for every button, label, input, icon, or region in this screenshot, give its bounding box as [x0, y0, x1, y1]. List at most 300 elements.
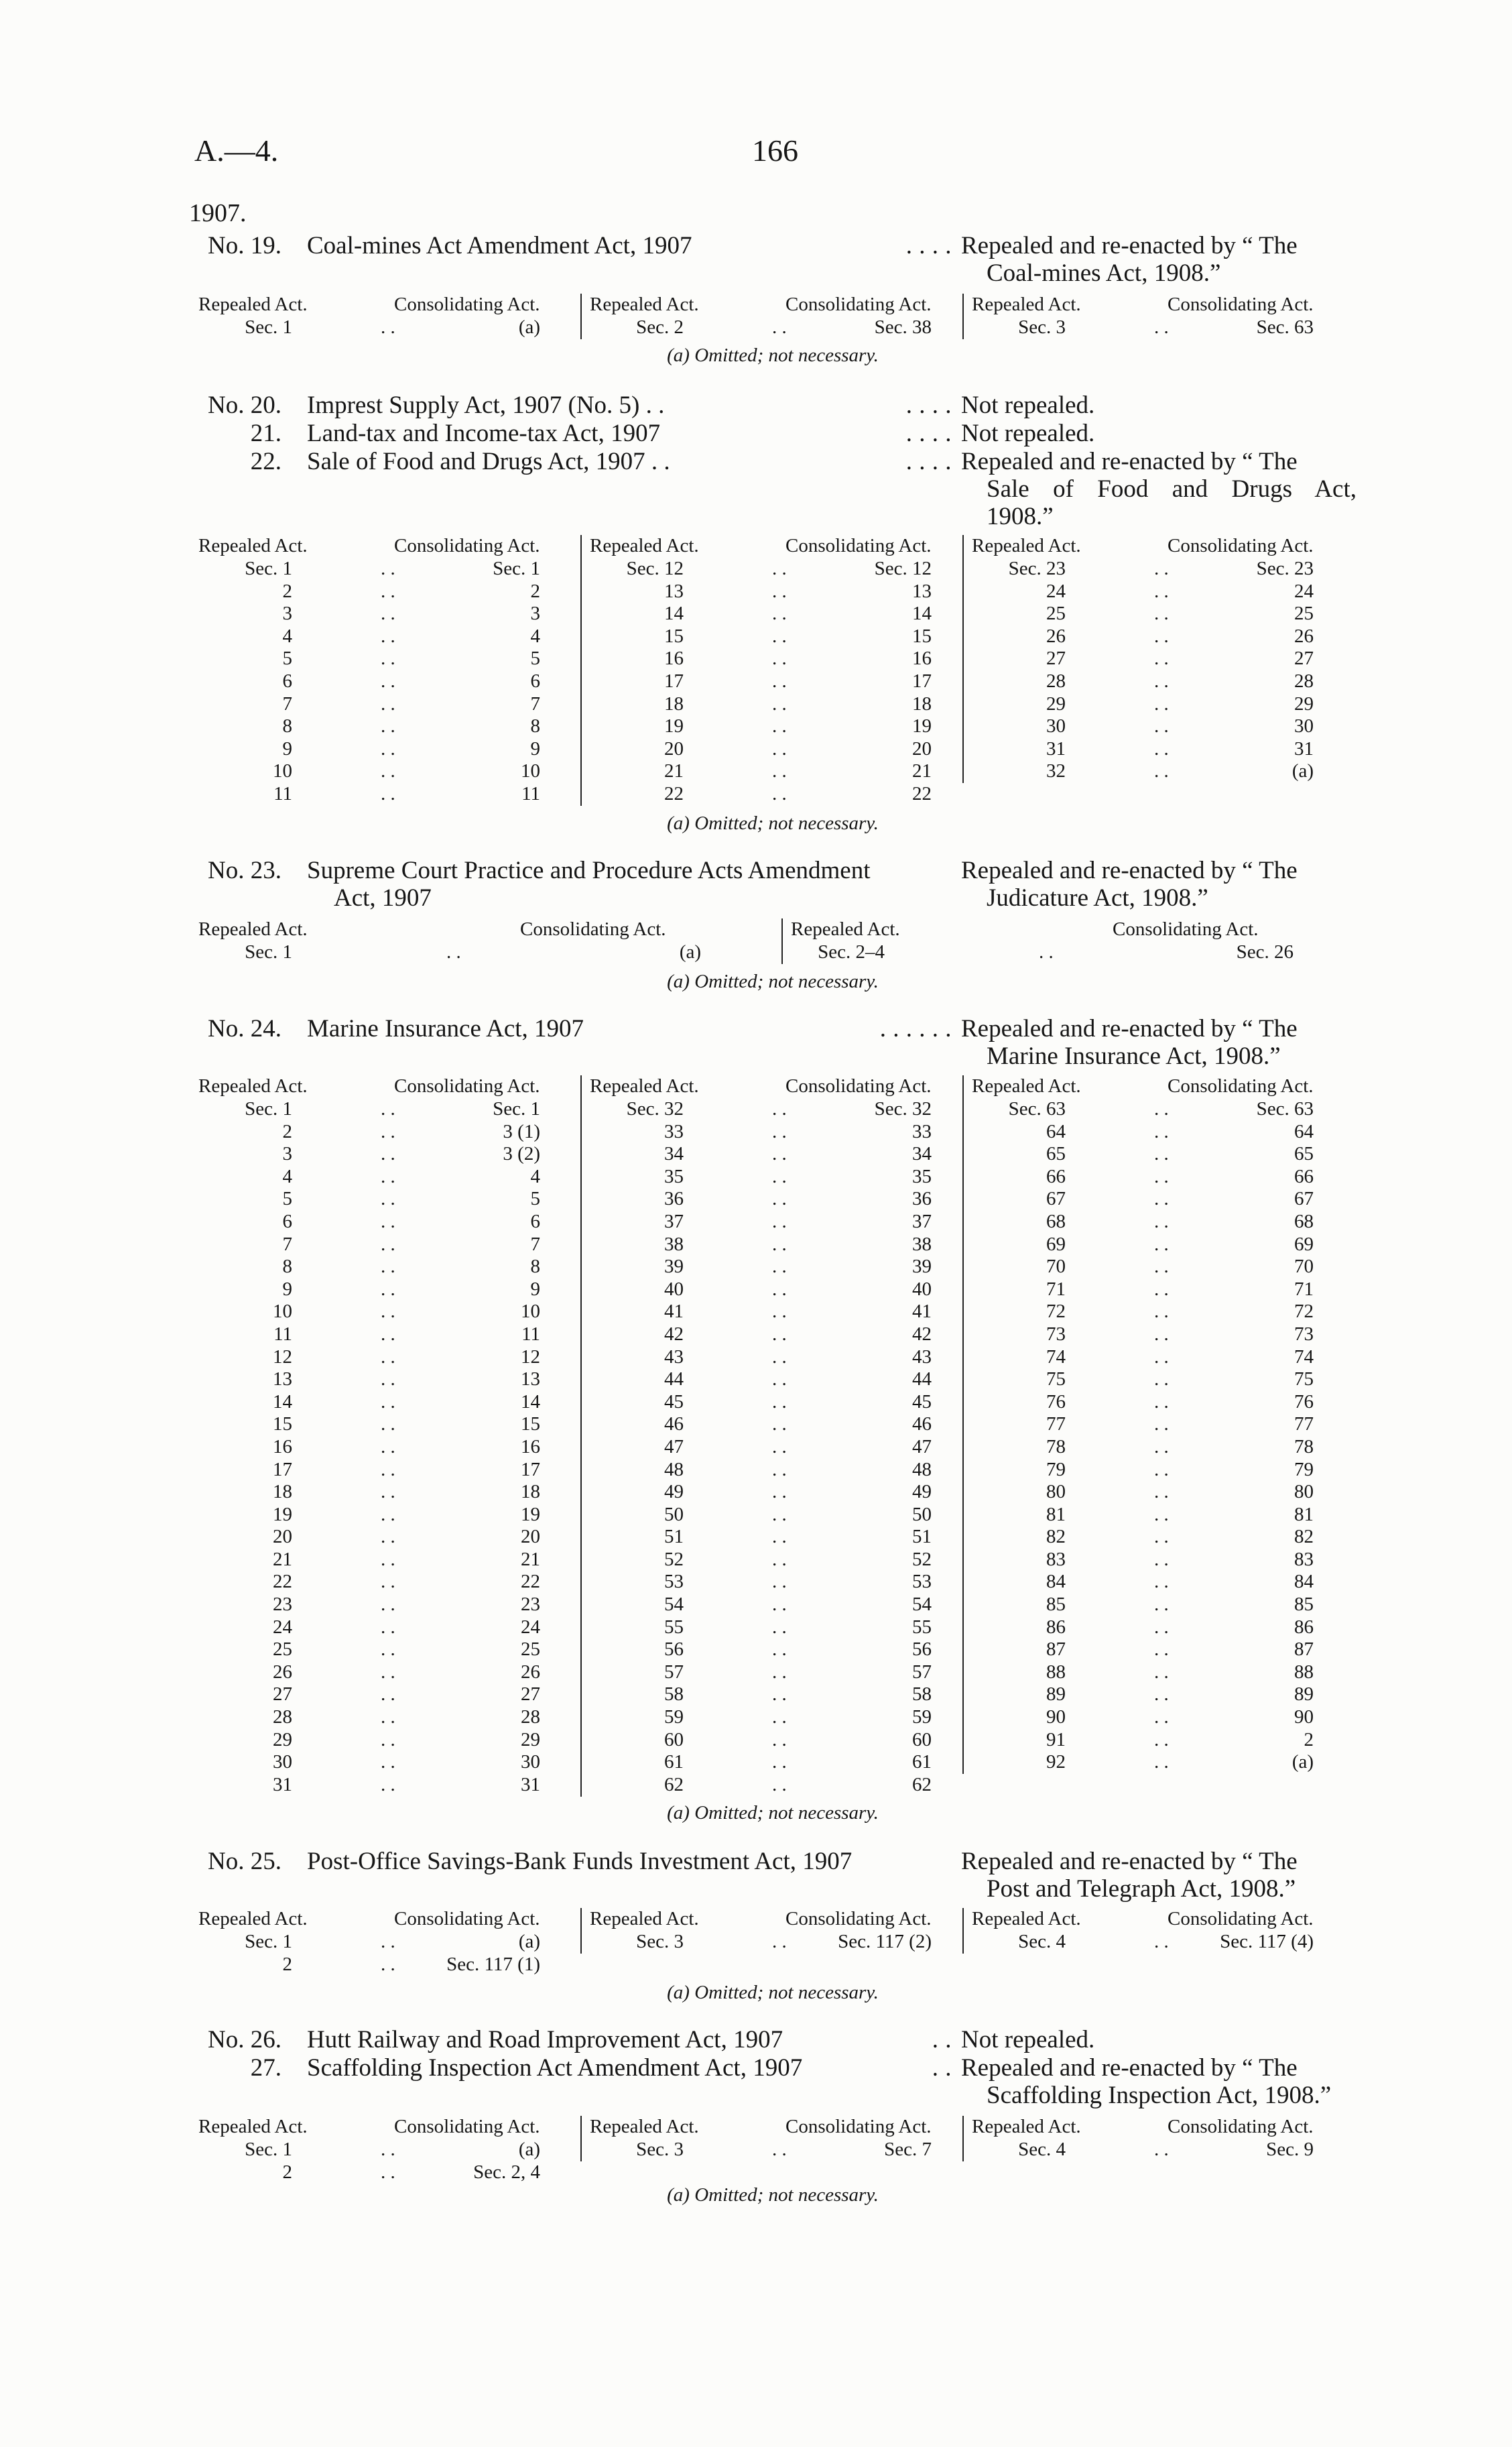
table-row	[582, 1121, 957, 1144]
leader-dots: . .	[772, 603, 787, 625]
leader-dots: . .	[1154, 1390, 1169, 1413]
leader-dots: . .	[381, 1458, 395, 1480]
repealed-section: 2	[282, 2161, 292, 2183]
table-row	[198, 1211, 574, 1234]
table-row	[198, 1234, 574, 1256]
consolidating-section: 40	[912, 1278, 932, 1300]
consolidating-act-header: Consolidating Act.	[520, 918, 666, 940]
table-row	[198, 316, 574, 339]
repealed-section: 20	[664, 737, 684, 760]
consolidating-section: 90	[1294, 1706, 1314, 1728]
repealed-act-header: Repealed Act.	[972, 535, 1081, 556]
repealed-section: 26	[1046, 625, 1066, 647]
table-row	[198, 1436, 574, 1459]
consolidating-section: (a)	[518, 316, 540, 338]
consolidating-section: 13	[912, 580, 932, 602]
consolidating-section: 80	[1294, 1481, 1314, 1503]
table-row	[582, 1549, 957, 1571]
leader-dots: . .	[772, 782, 787, 804]
table-row	[198, 603, 574, 625]
leader-dots: . .	[772, 1661, 787, 1683]
consolidating-act-header: Consolidating Act.	[1168, 1075, 1314, 1097]
consolidating-section: 8	[530, 715, 540, 737]
consolidating-section: 47	[912, 1435, 932, 1457]
consolidating-section: 59	[912, 1706, 932, 1728]
leader-dots: . .	[1154, 580, 1169, 602]
consolidating-section: 16	[912, 648, 932, 670]
table-row	[582, 1931, 957, 1954]
consolidating-section: 6	[530, 1210, 540, 1232]
leader-dots: . .	[1154, 737, 1169, 760]
repealed-section: 51	[664, 1526, 684, 1548]
consolidating-section: 28	[1294, 670, 1314, 692]
repealed-section: 53	[664, 1571, 684, 1593]
table-column-group	[580, 294, 957, 339]
table-row	[582, 1413, 957, 1436]
consolidating-section: 23	[521, 1594, 540, 1616]
repealed-section: 3	[282, 1143, 292, 1165]
repealed-section: Sec. 1	[245, 558, 292, 579]
table-column-group	[198, 535, 574, 806]
leader-dots: . .	[772, 715, 787, 737]
table-row	[582, 558, 957, 581]
act-status: Repealed and re-enacted by “ The Marine Insurance Act, 1908.”	[961, 1015, 1298, 1070]
table-row	[198, 2161, 574, 2184]
table-row	[964, 1931, 1339, 1954]
leader-dots: . .	[381, 1571, 395, 1593]
repealed-section: 62	[664, 1773, 684, 1795]
table-row	[582, 1504, 957, 1527]
consolidating-section: 31	[1294, 737, 1314, 760]
repealed-section: 27	[273, 1683, 292, 1706]
consolidating-section: 56	[912, 1638, 932, 1661]
repealed-section: 59	[664, 1706, 684, 1728]
table-row	[198, 1278, 574, 1301]
repealed-section: 25	[1046, 603, 1066, 625]
table-row	[198, 1256, 574, 1278]
leader-dots: . .	[381, 1413, 395, 1435]
consolidating-section: 17	[521, 1458, 540, 1480]
repealed-section: 9	[282, 1278, 292, 1300]
consolidating-section: 67	[1294, 1188, 1314, 1210]
table-row	[582, 1706, 957, 1729]
entry-number: 27.	[250, 2054, 281, 2082]
consolidating-section: 89	[1294, 1683, 1314, 1706]
repealed-section: 84	[1046, 1571, 1066, 1593]
consolidating-section: 85	[1294, 1594, 1314, 1616]
act-status: Repealed and re-enacted by “ The Sale of Food and Drugs Act, 1908.”	[961, 448, 1357, 530]
consolidating-section: 4	[530, 625, 540, 647]
consolidating-section: Sec. 26	[1236, 941, 1294, 963]
repealed-section: 2	[282, 580, 292, 602]
consolidating-section: 8	[530, 1256, 540, 1278]
repealed-section: 16	[664, 648, 684, 670]
consolidating-section: Sec. 32	[874, 1098, 932, 1120]
leader-dots: . .	[381, 1638, 395, 1661]
table-row	[582, 1459, 957, 1482]
act-title: Coal-mines Act Amendment Act, 1907	[307, 232, 692, 259]
leader-dots: . .	[1154, 648, 1169, 670]
leader-dots: . .	[1154, 1165, 1169, 1187]
repealed-act-header: Repealed Act.	[198, 918, 308, 940]
table-row	[198, 1549, 574, 1571]
repealed-section: 87	[1046, 1638, 1066, 1661]
leader-dots: . .	[772, 2139, 787, 2160]
repealed-section: 67	[1046, 1188, 1066, 1210]
table-row	[964, 1436, 1339, 1459]
leader-dots: . .	[1154, 1120, 1169, 1142]
consolidating-section: 21	[521, 1548, 540, 1570]
consolidating-section: 19	[521, 1503, 540, 1525]
repealed-section: 90	[1046, 1706, 1066, 1728]
repealed-section: Sec. 32	[626, 1098, 684, 1120]
repealed-section: 28	[273, 1706, 292, 1728]
leader-dots: . .	[381, 1548, 395, 1570]
consolidating-section: 24	[521, 1616, 540, 1638]
table-row	[198, 1594, 574, 1616]
table-row	[964, 1661, 1339, 1684]
consolidating-section: 60	[912, 1728, 932, 1750]
consolidating-section: 83	[1294, 1548, 1314, 1570]
leader-dots: . .	[1154, 1435, 1169, 1457]
repealed-section: 2	[282, 1120, 292, 1142]
consolidating-act-header: Consolidating Act.	[1168, 2116, 1314, 2137]
leader-dots: . .	[772, 1413, 787, 1435]
leader-dots: . .	[381, 1773, 395, 1795]
table-row	[582, 1278, 957, 1301]
repealed-act-header: Repealed Act.	[972, 2116, 1081, 2137]
consolidating-section: Sec. 1	[493, 558, 540, 579]
omitted-note: (a) Omitted; not necessary.	[667, 1982, 879, 2003]
table-row	[198, 1683, 574, 1706]
repealed-section: 80	[1046, 1481, 1066, 1503]
consolidating-section: 44	[912, 1368, 932, 1390]
repealed-section: 24	[273, 1616, 292, 1638]
table-row	[582, 1234, 957, 1256]
repealed-section: 54	[664, 1594, 684, 1616]
table-row	[582, 1188, 957, 1211]
table-row	[198, 1751, 574, 1774]
repealed-section: 30	[1046, 715, 1066, 737]
leader-dots: . .	[1154, 316, 1169, 338]
table-row	[964, 1459, 1339, 1482]
repealed-section: 18	[664, 693, 684, 715]
consolidating-section: 7	[530, 1233, 540, 1255]
table-row	[198, 1098, 574, 1121]
table-column-group	[962, 2116, 1339, 2161]
table-row	[198, 1323, 574, 1346]
leader-dots: . .	[381, 1143, 395, 1165]
repealed-section: 10	[273, 1301, 292, 1323]
consolidating-act-header: Consolidating Act.	[394, 535, 540, 556]
repealed-section: 89	[1046, 1683, 1066, 1706]
omitted-note: (a) Omitted; not necessary.	[667, 813, 879, 834]
leader-dots: . .	[381, 1616, 395, 1638]
act-title: Scaffolding Inspection Act Amendment Act, 1907	[307, 2054, 803, 2082]
consolidating-section: 6	[530, 670, 540, 692]
repealed-section: 52	[664, 1548, 684, 1570]
repealed-section: 29	[273, 1728, 292, 1750]
table-row	[964, 1368, 1339, 1391]
leader-dots: . .	[381, 1526, 395, 1548]
repealed-section: 73	[1046, 1323, 1066, 1345]
table-row	[964, 1616, 1339, 1639]
consolidating-section: 34	[912, 1143, 932, 1165]
leader-dots: . .	[1154, 1616, 1169, 1638]
table-row	[783, 941, 1359, 964]
repealed-section: 64	[1046, 1120, 1066, 1142]
repealed-section: 85	[1046, 1594, 1066, 1616]
table-row	[964, 1391, 1339, 1414]
consolidating-section: 58	[912, 1683, 932, 1706]
consolidating-section: 11	[521, 1323, 540, 1345]
table-row	[582, 1211, 957, 1234]
consolidating-section: (a)	[1292, 760, 1314, 782]
table-column-group	[781, 918, 1359, 964]
consolidating-section: 45	[912, 1390, 932, 1413]
repealed-section: 19	[273, 1503, 292, 1525]
consolidating-section: 29	[1294, 693, 1314, 715]
consolidating-section: Sec. 63	[1256, 316, 1314, 338]
leader-dots: . .	[1154, 1301, 1169, 1323]
repealed-section: 16	[273, 1435, 292, 1457]
consolidating-section: 28	[521, 1706, 540, 1728]
table-row	[964, 316, 1339, 339]
repealed-section: 11	[273, 782, 292, 804]
table-row	[582, 670, 957, 693]
leader-dots: . .	[1154, 693, 1169, 715]
leader-dots: . .	[1154, 625, 1169, 647]
table-row	[964, 1594, 1339, 1616]
repealed-section: 4	[282, 1165, 292, 1187]
leader-dots: . .	[1154, 603, 1169, 625]
table-row	[582, 1594, 957, 1616]
leader-dots: . .	[1154, 1548, 1169, 1570]
consolidating-act-header: Consolidating Act.	[1113, 918, 1259, 940]
consolidating-section: 42	[912, 1323, 932, 1345]
leader-dots: . .	[772, 737, 787, 760]
repealed-act-header: Repealed Act.	[198, 1908, 308, 1929]
leader-dots: . .	[381, 1503, 395, 1525]
table-row	[198, 1526, 574, 1549]
repealed-section: 29	[1046, 693, 1066, 715]
repealed-section: 6	[282, 1210, 292, 1232]
table-row	[582, 1661, 957, 1684]
consolidating-section: 16	[521, 1435, 540, 1457]
consolidating-section: 4	[530, 1165, 540, 1187]
consolidating-section: 10	[521, 1301, 540, 1323]
leader-dots: . .	[772, 1210, 787, 1232]
leader-dots: . .	[1154, 1683, 1169, 1706]
consolidating-section: 5	[530, 648, 540, 670]
table-row	[582, 316, 957, 339]
repealed-act-header: Repealed Act.	[198, 535, 308, 556]
consolidating-act-header: Consolidating Act.	[785, 1075, 932, 1097]
consolidating-section: (a)	[679, 941, 701, 963]
leader-dots: . .	[381, 1661, 395, 1683]
table-row	[964, 693, 1339, 716]
consolidating-section: 88	[1294, 1661, 1314, 1683]
leader-dots: . .	[1154, 1368, 1169, 1390]
table-row	[964, 1413, 1339, 1436]
leader-dots: . .	[1154, 1346, 1169, 1368]
entry-number: No. 26.	[208, 2026, 281, 2053]
table-row	[964, 625, 1339, 648]
repealed-act-header: Repealed Act.	[198, 2116, 308, 2137]
repealed-section: Sec. 1	[245, 2139, 292, 2160]
act-status: Repealed and re-enacted by “ The Scaffolding Inspection Act, 1908.”	[961, 2054, 1332, 2109]
consolidating-act-header: Consolidating Act.	[394, 1908, 540, 1929]
consolidating-section: (a)	[518, 1931, 540, 1952]
leader-dots: . .	[1154, 1278, 1169, 1300]
table-row	[198, 581, 574, 603]
consolidating-section: 78	[1294, 1435, 1314, 1457]
repealed-act-header: Repealed Act.	[590, 1908, 699, 1929]
leader-dots: . .	[772, 1481, 787, 1503]
repealed-section: 17	[664, 670, 684, 692]
leader-dots: . .	[1154, 2139, 1169, 2160]
repealed-section: 18	[273, 1481, 292, 1503]
consolidating-section: 21	[912, 760, 932, 782]
leader-dots: . . . .	[905, 232, 952, 259]
table-column-group	[198, 2116, 574, 2184]
repealed-section: 35	[664, 1165, 684, 1187]
leader-dots: . .	[1154, 1458, 1169, 1480]
table-row	[964, 1526, 1339, 1549]
leader-dots: . .	[772, 1301, 787, 1323]
consolidating-section: Sec. 117 (1)	[446, 1953, 540, 1975]
leader-dots: . .	[381, 737, 395, 760]
repealed-section: 36	[664, 1188, 684, 1210]
leader-dots: . .	[1154, 1210, 1169, 1232]
table-column-group	[962, 294, 1339, 339]
consolidating-section: 55	[912, 1616, 932, 1638]
repealed-section: 74	[1046, 1346, 1066, 1368]
act-title: Sale of Food and Drugs Act, 1907 . .	[307, 448, 670, 475]
consolidating-section: 71	[1294, 1278, 1314, 1300]
repealed-section: 71	[1046, 1278, 1066, 1300]
table-row	[964, 670, 1339, 693]
table-row	[582, 603, 957, 625]
leader-dots: . .	[772, 1526, 787, 1548]
consolidating-act-header: Consolidating Act.	[1168, 535, 1314, 556]
table-row	[198, 1931, 574, 1954]
table-row	[582, 783, 957, 806]
table-row	[964, 1143, 1339, 1166]
leader-dots: . .	[381, 2139, 395, 2160]
table-row	[582, 1098, 957, 1121]
leader-dots: . .	[1154, 1661, 1169, 1683]
leader-dots: . .	[772, 760, 787, 782]
leader-dots: . .	[1154, 1638, 1169, 1661]
consolidating-section: Sec. 23	[1256, 558, 1314, 579]
table-column-group	[198, 1908, 574, 1976]
repealed-section: 25	[273, 1638, 292, 1661]
repealed-section: 43	[664, 1346, 684, 1368]
table-row	[582, 1638, 957, 1661]
leader-dots: . .	[772, 625, 787, 647]
consolidating-section: 73	[1294, 1323, 1314, 1345]
consolidating-section: 46	[912, 1413, 932, 1435]
table-row	[198, 670, 574, 693]
leader-dots: . .	[1154, 1931, 1169, 1952]
table-row	[198, 1143, 574, 1166]
consolidating-section: 57	[912, 1661, 932, 1683]
leader-dots: . .	[1154, 1098, 1169, 1120]
table-row	[582, 2139, 957, 2161]
repealed-section: Sec. 1	[245, 316, 292, 338]
entry-number: No. 20.	[208, 392, 281, 419]
leader-dots: . .	[1154, 670, 1169, 692]
repealed-section: 13	[273, 1368, 292, 1390]
table-row	[198, 693, 574, 716]
repealed-section: Sec. 1	[245, 1931, 292, 1952]
leader-dots: . .	[381, 316, 395, 338]
table-row	[582, 1346, 957, 1369]
act-status: Not repealed.	[961, 420, 1095, 447]
table-row	[582, 1368, 957, 1391]
repealed-section: 10	[273, 760, 292, 782]
repealed-section: Sec. 1	[245, 941, 292, 963]
leader-dots: . .	[381, 1323, 395, 1345]
consolidating-section: 27	[521, 1683, 540, 1706]
consolidating-section: 2	[530, 580, 540, 602]
leader-dots: . .	[381, 1210, 395, 1232]
repealed-section: 2	[282, 1953, 292, 1975]
consolidating-act-header: Consolidating Act.	[785, 1908, 932, 1929]
table-row	[198, 1413, 574, 1436]
table-row	[198, 1346, 574, 1369]
table-row	[198, 1706, 574, 1729]
repealed-section: 79	[1046, 1458, 1066, 1480]
repealed-section: 11	[273, 1323, 292, 1345]
repealed-section: 66	[1046, 1165, 1066, 1187]
consolidating-section: 62	[912, 1773, 932, 1795]
consolidating-act-header: Consolidating Act.	[1168, 294, 1314, 315]
repealed-section: 58	[664, 1683, 684, 1706]
consolidating-section: 26	[521, 1661, 540, 1683]
act-title: Post-Office Savings-Bank Funds Investment Act, 1907	[307, 1848, 853, 1875]
repealed-section: 48	[664, 1458, 684, 1480]
leader-dots: . .	[1154, 1594, 1169, 1616]
table-row	[198, 1459, 574, 1482]
act-title: Marine Insurance Act, 1907	[307, 1015, 584, 1042]
leader-dots: . .	[1154, 1256, 1169, 1278]
leader-dots: . .	[772, 1571, 787, 1593]
repealed-section: 56	[664, 1638, 684, 1661]
leader-dots: . .	[381, 1728, 395, 1750]
page-number: 166	[752, 133, 798, 168]
consolidating-section: 37	[912, 1210, 932, 1232]
leader-dots: . .	[381, 1390, 395, 1413]
consolidating-section: 43	[912, 1346, 932, 1368]
consolidating-act-header: Consolidating Act.	[785, 2116, 932, 2137]
table-column-group	[962, 1075, 1339, 1774]
repealed-section: 8	[282, 715, 292, 737]
leader-dots: . .	[381, 1233, 395, 1255]
repealed-section: 61	[664, 1751, 684, 1773]
leader-dots: . .	[1154, 1706, 1169, 1728]
leader-dots: . .	[381, 648, 395, 670]
table-row	[964, 1571, 1339, 1594]
leader-dots: . .	[381, 558, 395, 579]
leader-dots: . .	[772, 1751, 787, 1773]
repealed-section: 21	[664, 760, 684, 782]
omitted-note: (a) Omitted; not necessary.	[667, 2184, 879, 2206]
repealed-section: 30	[273, 1751, 292, 1773]
leader-dots: . .	[772, 1706, 787, 1728]
consolidating-section: 86	[1294, 1616, 1314, 1638]
